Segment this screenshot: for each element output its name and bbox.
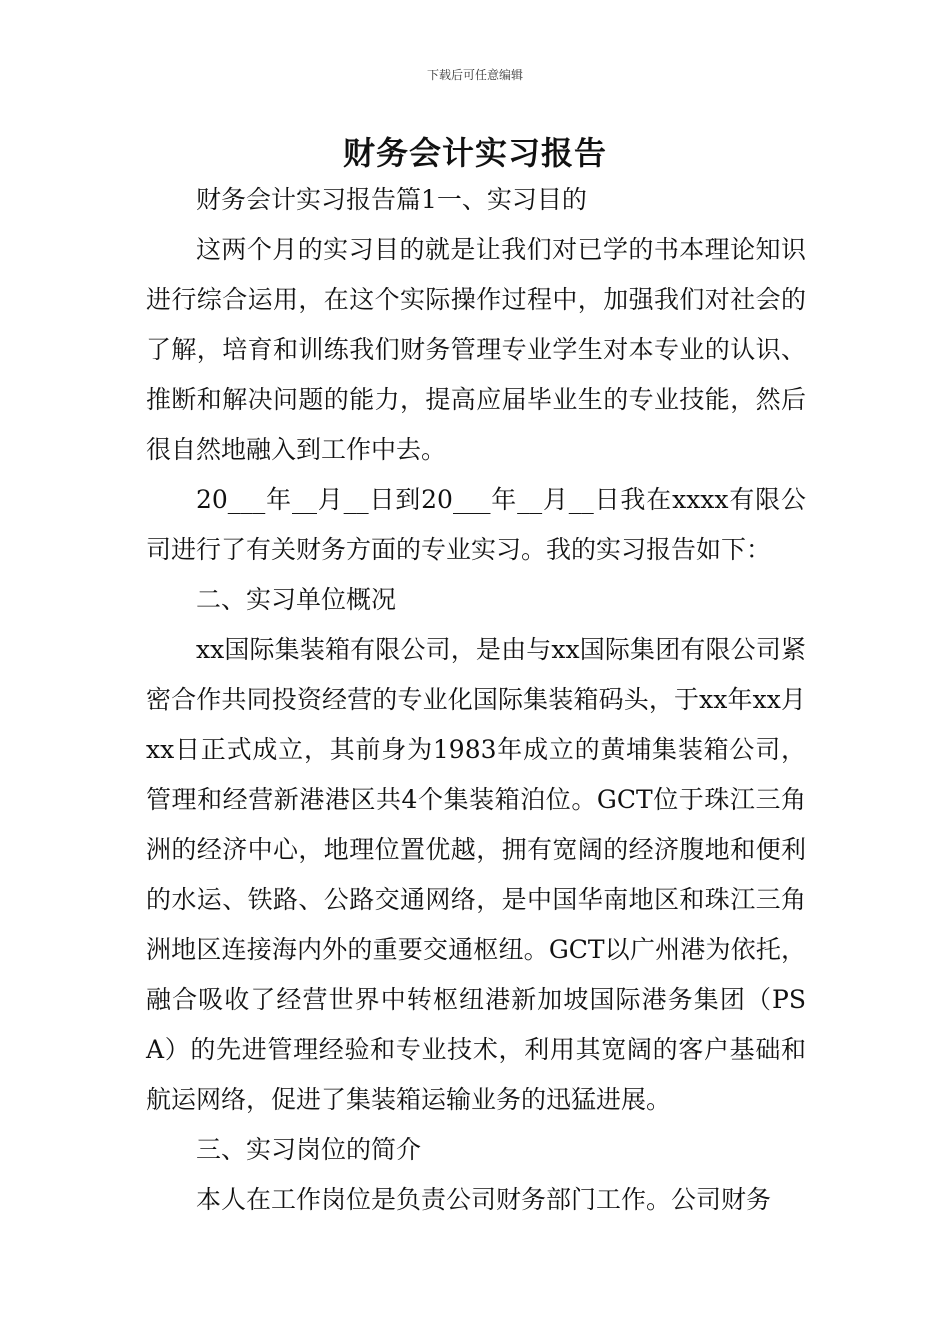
- paragraph-dates: 20___年__月__日到20___年__月__日我在xxxx有限公司进行了有关财务方面的专业实习。我的实习报告如下：: [146, 485, 806, 564]
- header-note: 下载后可任意编辑: [426, 68, 523, 82]
- paragraph-section-heading-1: 财务会计实习报告篇1一、实习目的: [196, 185, 587, 214]
- paragraph-position: 本人在工作岗位是负责公司财务部门工作。公司财务: [196, 1185, 772, 1214]
- document-title: 财务会计实习报告: [342, 134, 607, 172]
- paragraph-company-overview: xx国际集装箱有限公司，是由与xx国际集团有限公司紧密合作共同投资经营的专业化国际集装箱码头，于xx年xx月xx日正式成立，其前身为1983年成立的黄埔集装箱公司，管理和经营新港港区共4个集装箱泊位。GCT位于珠江三角洲的经济中心，地理位置优越，拥有宽阔的经济腹地和便利的水运、铁路、公路交通网络，是中国华南地区和珠江三角洲地区连接海内外的重要交通枢纽。GCT以广州港为依托，融合吸收了经营世界中转枢纽港新加坡国际港务集团（PSA）的先进管理经验和专业技术，利用其宽阔的客户基础和航运网络，促进了集装箱运输业务的迅猛进展。: [146, 635, 806, 1114]
- paragraph-purpose: 这两个月的实习目的就是让我们对已学的书本理论知识进行综合运用，在这个实际操作过程中，加强我们对社会的了解，培育和训练我们财务管理专业学生对本专业的认识、推断和解决问题的能力，提高应届毕业生的专业技能，然后很自然地融入到工作中去。: [146, 235, 806, 464]
- document-body: [146, 175, 806, 1225]
- paragraph-section-heading-3: 三、实习岗位的简介: [196, 1135, 422, 1164]
- paragraph-section-heading-2: 二、实习单位概况: [196, 585, 397, 614]
